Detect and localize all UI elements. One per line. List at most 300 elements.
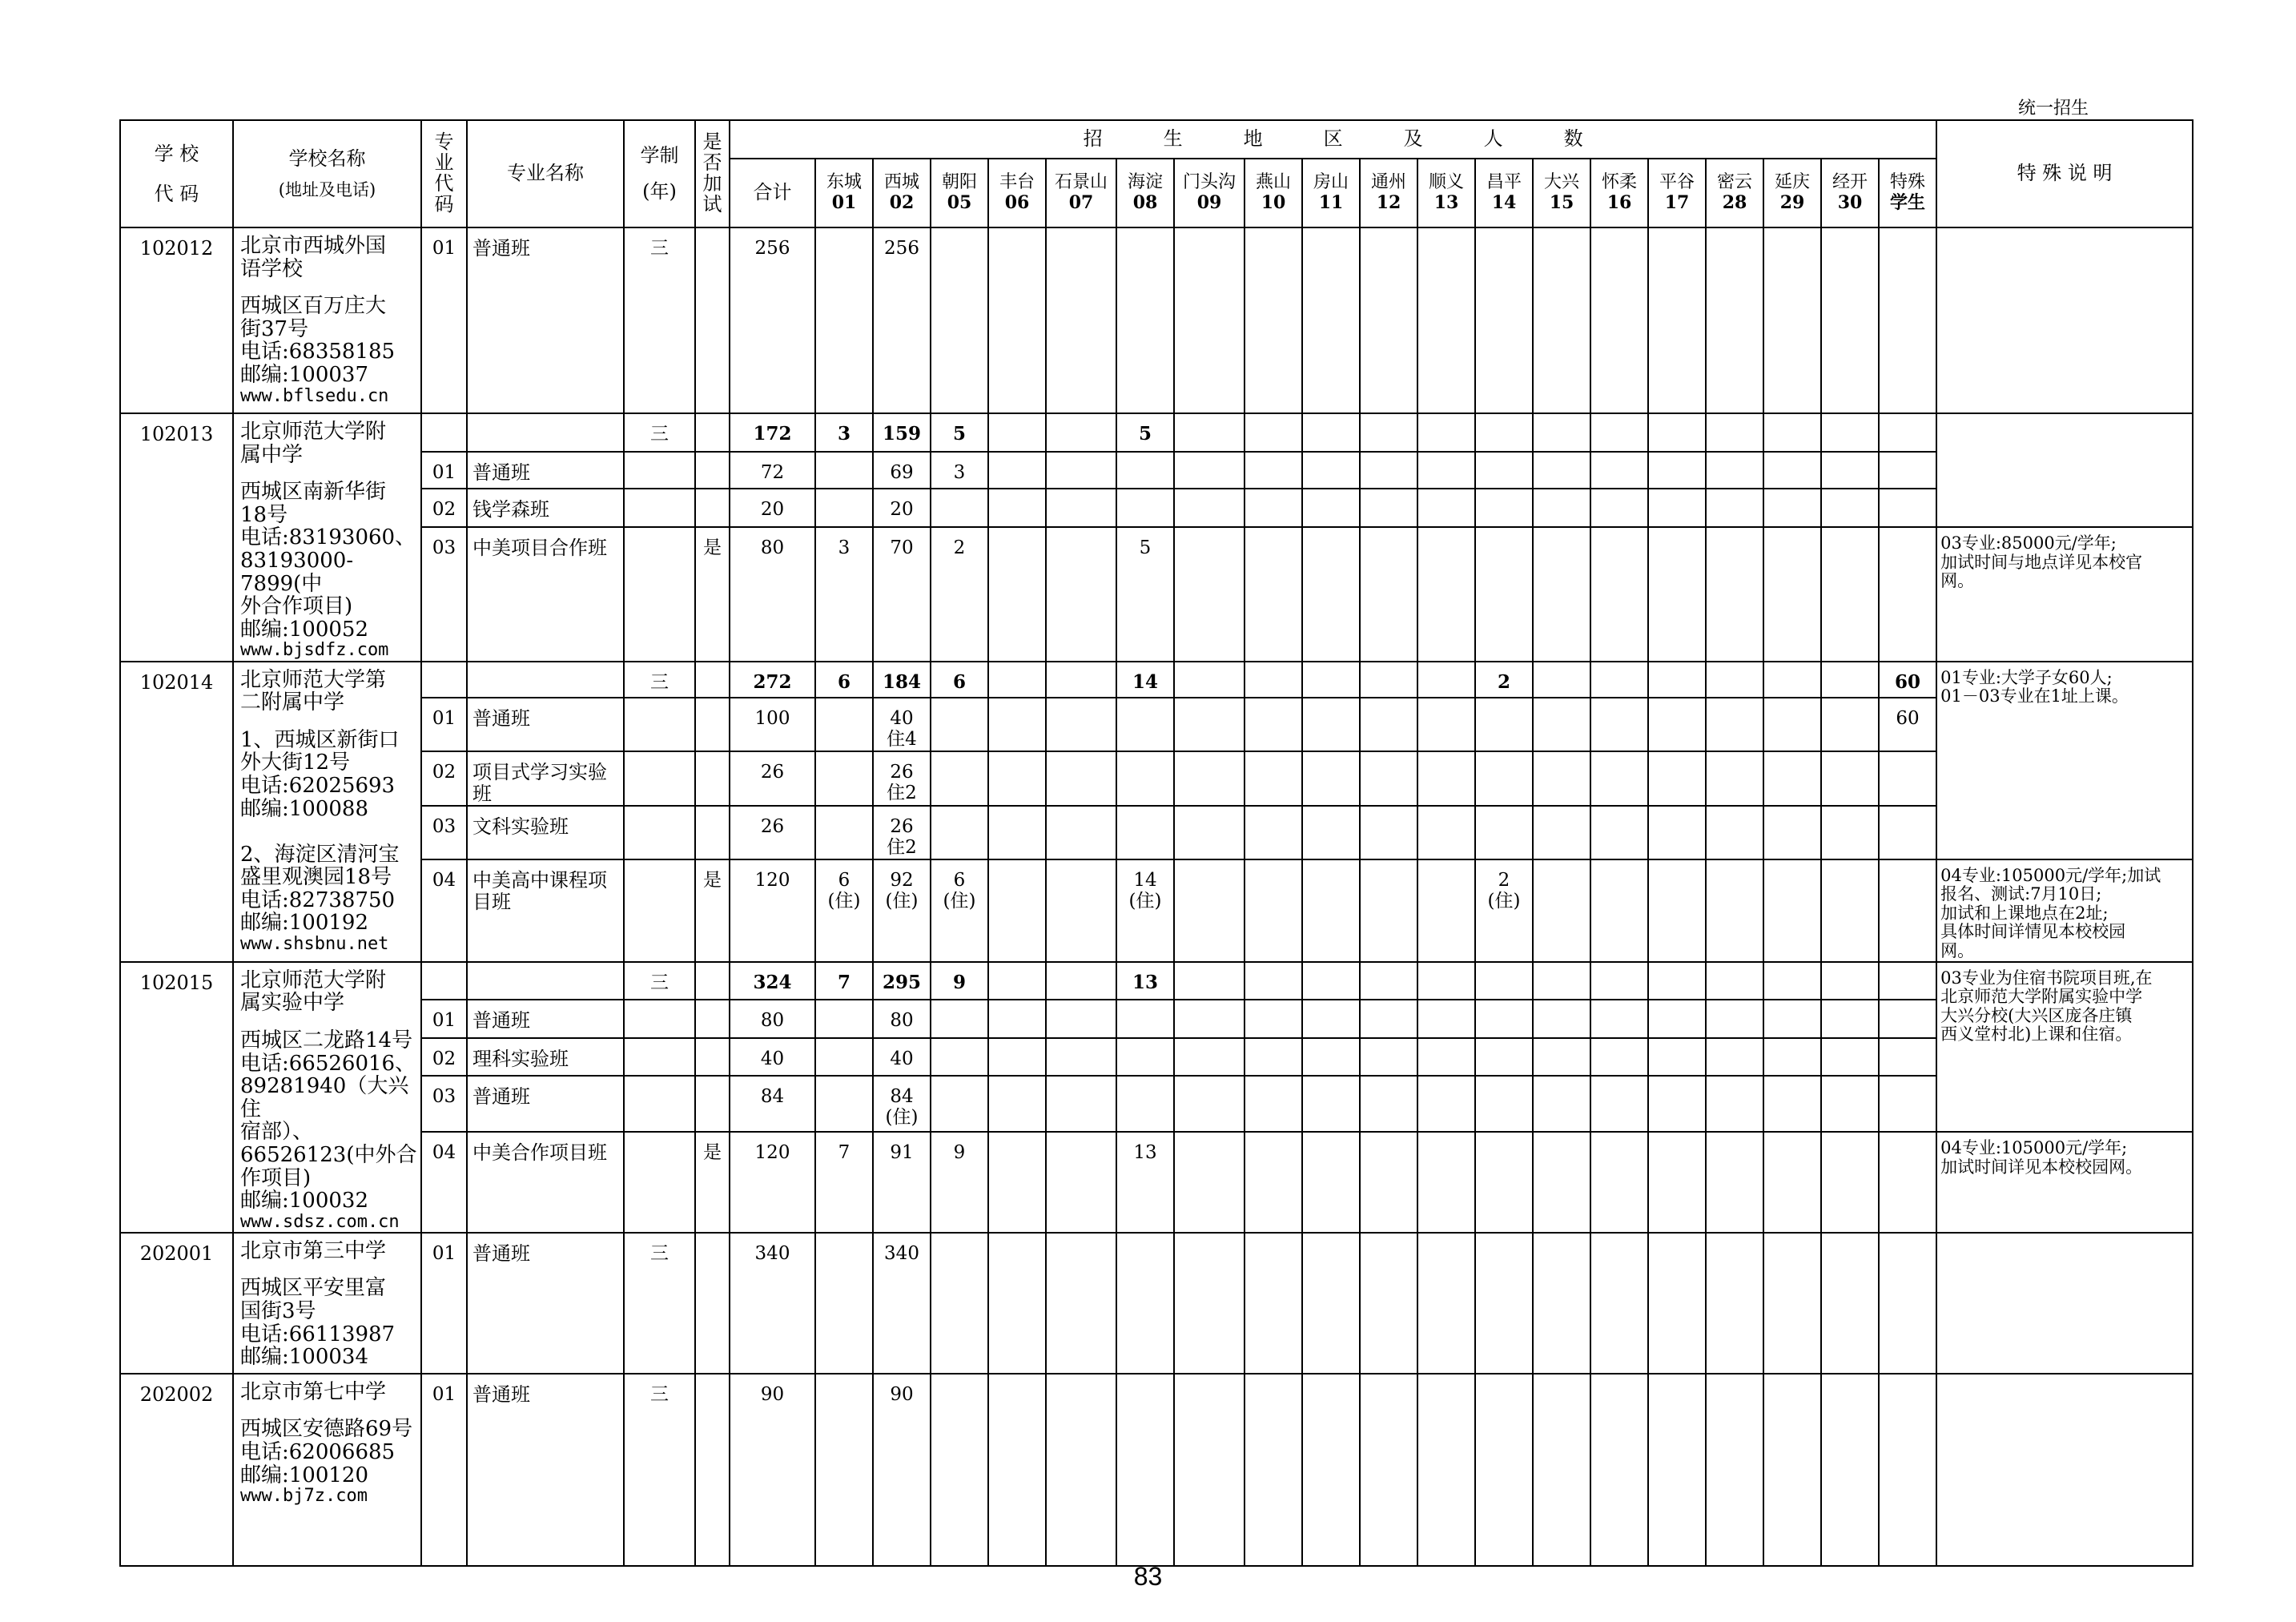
district-count xyxy=(1763,527,1821,661)
district-count xyxy=(1533,452,1590,489)
district-count: 60 xyxy=(1879,662,1936,698)
district-count xyxy=(1821,859,1879,962)
district-count: 5 xyxy=(931,413,988,452)
total-count: 256 xyxy=(730,227,815,413)
district-count xyxy=(1648,1233,1706,1374)
district-count xyxy=(1360,1038,1417,1077)
district-count xyxy=(931,1233,988,1374)
table-row xyxy=(120,806,2193,859)
district-count xyxy=(1046,662,1116,698)
district-count xyxy=(1174,1076,1245,1132)
district-count xyxy=(1302,806,1360,859)
district-count xyxy=(1302,1000,1360,1038)
district-count xyxy=(1533,1233,1590,1374)
district-count xyxy=(1116,227,1174,413)
district-count xyxy=(1417,1076,1475,1132)
header-district xyxy=(1590,159,1648,227)
district-code: 14 xyxy=(1491,192,1517,213)
district-count xyxy=(988,227,1046,413)
table-row xyxy=(120,698,2193,751)
district-count xyxy=(1648,1076,1706,1132)
major-code: 03 xyxy=(421,1076,467,1132)
header-district xyxy=(931,159,988,227)
district-count xyxy=(1046,1038,1116,1077)
district-count xyxy=(1245,859,1302,962)
major-name: 项目式学习实验 班 xyxy=(467,751,624,806)
district-count xyxy=(1763,1000,1821,1038)
district-count xyxy=(1821,962,1879,1000)
district-count xyxy=(988,1233,1046,1374)
district-count xyxy=(988,806,1046,859)
district-count xyxy=(1302,489,1360,527)
district-count: 7 xyxy=(815,962,873,1000)
district-count xyxy=(1763,489,1821,527)
extra-exam xyxy=(695,806,730,859)
district-count xyxy=(1590,859,1648,962)
district-count xyxy=(1706,1132,1763,1233)
district-count xyxy=(988,962,1046,1000)
district-count xyxy=(1821,1038,1879,1077)
district-count xyxy=(1706,859,1763,962)
district-count xyxy=(1417,962,1475,1000)
duration: 三 xyxy=(624,413,695,452)
district-count: 92 (住) xyxy=(873,859,931,962)
district-count xyxy=(1174,1000,1245,1038)
region-title-char: 生 xyxy=(1163,127,1183,151)
district-count xyxy=(1245,1233,1302,1374)
header-district xyxy=(988,159,1046,227)
region-title-char: 及 xyxy=(1403,127,1423,151)
district-count xyxy=(1116,1233,1174,1374)
header-school-code: 学 校 代 码 xyxy=(120,120,233,227)
district-name: 昌平 xyxy=(1486,172,1522,193)
district-count xyxy=(1302,452,1360,489)
district-count xyxy=(1475,698,1533,751)
district-count: 6 xyxy=(931,662,988,698)
district-count xyxy=(988,489,1046,527)
header-district xyxy=(1648,159,1706,227)
district-count xyxy=(1302,413,1360,452)
district-name: 怀柔 xyxy=(1601,172,1637,193)
total-count: 272 xyxy=(730,662,815,698)
district-count xyxy=(1648,962,1706,1000)
district-count: 60 xyxy=(1879,698,1936,751)
district-count xyxy=(1046,1374,1116,1566)
district-count xyxy=(988,1000,1046,1038)
district-name: 丰台 xyxy=(999,172,1035,193)
header-district xyxy=(1174,159,1245,227)
school-address: 1、西城区新街口 外大街12号 电话:62025693 邮编:100088 2、海淀区清河宝 盛里观澳园18号 电话:82738750 邮编:100192 xyxy=(240,727,400,936)
district-count xyxy=(1046,962,1116,1000)
district-count xyxy=(1417,751,1475,806)
district-count xyxy=(1763,227,1821,413)
extra-exam xyxy=(695,962,730,1000)
district-count xyxy=(1360,806,1417,859)
extra-exam xyxy=(695,227,730,413)
district-count xyxy=(1533,1000,1590,1038)
district-count xyxy=(1648,527,1706,661)
district-code: 01 xyxy=(831,192,857,213)
district-count xyxy=(1763,1076,1821,1132)
duration: 三 xyxy=(624,227,695,413)
special-note: 03专业为住宿书院项目班,在 北京师范大学附属实验中学 大兴分校(大兴区庞各庄镇 西义堂村北)上课和住宿。 xyxy=(1936,962,2193,1132)
table-row xyxy=(120,751,2193,806)
school-info xyxy=(233,662,421,962)
district-count xyxy=(1706,751,1763,806)
table-row xyxy=(120,1000,2193,1038)
total-count: 80 xyxy=(730,527,815,661)
district-name: 顺义 xyxy=(1428,172,1464,193)
district-count xyxy=(1879,962,1936,1000)
district-count xyxy=(815,751,873,806)
district-count xyxy=(988,413,1046,452)
district-code: 11 xyxy=(1318,192,1344,213)
district-count xyxy=(1533,751,1590,806)
school-name: 北京市第七中学 xyxy=(240,1379,387,1404)
district-count xyxy=(1475,1132,1533,1233)
district-count xyxy=(1174,751,1245,806)
special-note: 04专业:105000元/学年;加试 报名、测试:7月10日; 加试和上课地点在2址; 具体时间详情见本校校园 网。 xyxy=(1936,859,2193,962)
district-count xyxy=(931,489,988,527)
major-code: 01 xyxy=(421,452,467,489)
major-name xyxy=(467,962,624,1000)
special-note xyxy=(1936,1233,2193,1374)
school-address: 西城区平安里富 国街3号 电话:66113987 邮编:100034 xyxy=(240,1276,396,1370)
district-count: 5 xyxy=(1116,527,1174,661)
header-district xyxy=(1245,159,1302,227)
district-count: 69 xyxy=(873,452,931,489)
category-label: 统一招生 xyxy=(2018,99,2089,119)
table-row xyxy=(120,1076,2193,1132)
district-name: 西城 xyxy=(883,172,919,193)
header-district xyxy=(1821,159,1879,227)
district-count xyxy=(1648,806,1706,859)
district-name: 燕山 xyxy=(1255,172,1291,193)
extra-exam: 是 xyxy=(695,859,730,962)
district-count xyxy=(1879,1374,1936,1566)
major-code: 04 xyxy=(421,1132,467,1233)
district-count xyxy=(1648,489,1706,527)
district-count xyxy=(1821,227,1879,413)
header-major-name: 专业名称 xyxy=(467,120,624,227)
special-note: 04专业:105000元/学年; 加试时间详见本校校园网。 xyxy=(1936,1132,2193,1233)
district-count xyxy=(1302,751,1360,806)
major-name: 中美高中课程项 目班 xyxy=(467,859,624,962)
district-count xyxy=(1821,489,1879,527)
district-count xyxy=(1590,1132,1648,1233)
district-count xyxy=(1533,489,1590,527)
district-count: 2 (住) xyxy=(1475,859,1533,962)
district-count xyxy=(1174,698,1245,751)
district-count xyxy=(1879,1076,1936,1132)
district-count xyxy=(1763,662,1821,698)
district-count xyxy=(815,1233,873,1374)
district-count xyxy=(1879,489,1936,527)
district-count xyxy=(1417,1000,1475,1038)
district-count xyxy=(1245,527,1302,661)
district-name: 经开 xyxy=(1832,172,1868,193)
district-count xyxy=(1417,227,1475,413)
district-count xyxy=(1648,751,1706,806)
district-count xyxy=(931,1374,988,1566)
extra-exam xyxy=(695,1000,730,1038)
district-count xyxy=(1245,413,1302,452)
district-count xyxy=(1879,806,1936,859)
district-count xyxy=(1879,751,1936,806)
district-count xyxy=(1046,751,1116,806)
school-info xyxy=(233,413,421,662)
header-district xyxy=(1302,159,1360,227)
district-count xyxy=(1590,751,1648,806)
district-count xyxy=(988,698,1046,751)
region-title-char: 地 xyxy=(1243,127,1263,151)
major-name: 普通班 xyxy=(467,1076,624,1132)
district-name: 平谷 xyxy=(1659,172,1695,193)
duration xyxy=(624,806,695,859)
district-count xyxy=(1763,962,1821,1000)
district-count xyxy=(1821,1132,1879,1233)
school-code: 102013 xyxy=(120,413,233,662)
duration xyxy=(624,698,695,751)
district-name: 石景山 xyxy=(1054,172,1108,193)
duration xyxy=(624,527,695,661)
special-note xyxy=(1936,1374,2193,1566)
extra-exam xyxy=(695,413,730,452)
school-code: 102015 xyxy=(120,962,233,1233)
table-row xyxy=(120,962,2193,1000)
district-code: 29 xyxy=(1779,192,1805,213)
major-code xyxy=(421,962,467,1000)
district-count xyxy=(1475,227,1533,413)
district-count xyxy=(931,1076,988,1132)
school-code: 202001 xyxy=(120,1233,233,1374)
district-code: 05 xyxy=(947,192,972,213)
major-name: 中美合作项目班 xyxy=(467,1132,624,1233)
table-row xyxy=(120,452,2193,489)
district-count xyxy=(1648,227,1706,413)
district-count: 90 xyxy=(873,1374,931,1566)
district-count: 5 xyxy=(1116,413,1174,452)
district-code: 12 xyxy=(1376,192,1401,213)
district-count: 9 xyxy=(931,962,988,1000)
district-count xyxy=(1821,662,1879,698)
major-code: 02 xyxy=(421,1038,467,1077)
school-website: www.shsbnu.net xyxy=(240,934,389,955)
header-notes: 特 殊 说 明 xyxy=(1936,120,2193,227)
district-count xyxy=(1533,1076,1590,1132)
district-code: 02 xyxy=(889,192,915,213)
major-name xyxy=(467,662,624,698)
district-count: 9 xyxy=(931,1132,988,1233)
special-note xyxy=(1936,227,2193,413)
header-district xyxy=(1879,159,1936,227)
district-count: 13 xyxy=(1116,962,1174,1000)
major-code: 01 xyxy=(421,1000,467,1038)
district-count xyxy=(1116,489,1174,527)
district-count xyxy=(1763,1038,1821,1077)
district-count: 80 xyxy=(873,1000,931,1038)
district-count xyxy=(1360,413,1417,452)
total-count: 72 xyxy=(730,452,815,489)
district-count xyxy=(1116,751,1174,806)
district-count xyxy=(1417,452,1475,489)
school-address: 西城区南新华街 18号 电话:83193060、 83193000-7899(中 外合作项目) 邮编:100052 xyxy=(240,480,416,642)
district-count xyxy=(1360,751,1417,806)
district-count xyxy=(1360,227,1417,413)
district-count xyxy=(1174,1038,1245,1077)
district-count xyxy=(1302,962,1360,1000)
district-count xyxy=(1821,751,1879,806)
district-count xyxy=(1302,1076,1360,1132)
total-count: 172 xyxy=(730,413,815,452)
district-count: 2 xyxy=(931,527,988,661)
district-name: 门头沟 xyxy=(1182,172,1236,193)
district-count xyxy=(1417,859,1475,962)
major-code: 01 xyxy=(421,1374,467,1566)
total-count: 120 xyxy=(730,859,815,962)
district-name: 延庆 xyxy=(1774,172,1810,193)
district-count xyxy=(1245,227,1302,413)
district-count xyxy=(1116,698,1174,751)
district-count xyxy=(1174,662,1245,698)
district-count xyxy=(1706,413,1763,452)
district-count xyxy=(1879,452,1936,489)
district-count xyxy=(1590,1076,1648,1132)
district-count: 6 xyxy=(815,662,873,698)
district-count xyxy=(1533,1038,1590,1077)
district-count xyxy=(988,859,1046,962)
district-count xyxy=(1706,1374,1763,1566)
district-count xyxy=(1590,662,1648,698)
district-name: 特殊 xyxy=(1890,172,1926,193)
district-count xyxy=(1879,527,1936,661)
district-count xyxy=(1763,698,1821,751)
district-count xyxy=(1360,1374,1417,1566)
district-count xyxy=(931,698,988,751)
major-name: 钱学森班 xyxy=(467,489,624,527)
extra-exam xyxy=(695,698,730,751)
total-count: 324 xyxy=(730,962,815,1000)
extra-exam: 是 xyxy=(695,1132,730,1233)
district-count: 20 xyxy=(873,489,931,527)
district-count xyxy=(1590,527,1648,661)
district-count xyxy=(931,806,988,859)
district-name: 朝阳 xyxy=(941,172,977,193)
table-row xyxy=(120,1374,2193,1566)
header-district xyxy=(1116,159,1174,227)
district-count xyxy=(1046,1000,1116,1038)
district-count xyxy=(1590,489,1648,527)
district-count: 14 (住) xyxy=(1116,859,1174,962)
district-count: 3 xyxy=(931,452,988,489)
major-code: 01 xyxy=(421,227,467,413)
district-count xyxy=(1174,227,1245,413)
page-number: 83 xyxy=(1133,1562,1163,1591)
district-count xyxy=(1475,1233,1533,1374)
table-row xyxy=(120,489,2193,527)
district-count xyxy=(1879,413,1936,452)
header-total: 合计 xyxy=(730,159,815,227)
major-name: 普通班 xyxy=(467,1000,624,1038)
district-count xyxy=(1046,527,1116,661)
header-district xyxy=(1360,159,1417,227)
major-code xyxy=(421,413,467,452)
school-name: 北京市西城外国 语学校 xyxy=(240,234,387,281)
district-code: 13 xyxy=(1433,192,1459,213)
district-count xyxy=(988,1132,1046,1233)
district-count: 84 (住) xyxy=(873,1076,931,1132)
district-count xyxy=(1879,227,1936,413)
district-name: 东城 xyxy=(826,172,862,193)
total-count: 100 xyxy=(730,698,815,751)
major-name xyxy=(467,413,624,452)
district-count xyxy=(1590,227,1648,413)
district-count xyxy=(1763,1233,1821,1374)
duration: 三 xyxy=(624,662,695,698)
school-website: www.sdsz.com.cn xyxy=(240,1211,400,1232)
district-count: 14 xyxy=(1116,662,1174,698)
district-count xyxy=(1821,1374,1879,1566)
table-row xyxy=(120,1132,2193,1233)
district-count xyxy=(1706,1233,1763,1374)
table-body xyxy=(120,227,2193,1566)
district-count xyxy=(1533,859,1590,962)
district-count: 13 xyxy=(1116,1132,1174,1233)
header-district xyxy=(815,159,873,227)
school-address: 西城区百万庄大 街37号 电话:68358185 邮编:100037 xyxy=(240,294,396,387)
district-count xyxy=(1590,1374,1648,1566)
district-count xyxy=(1116,806,1174,859)
school-website: www.bjsdfz.com xyxy=(240,640,389,661)
major-name: 普通班 xyxy=(467,452,624,489)
header-region-title xyxy=(730,120,1936,159)
district-count xyxy=(931,751,988,806)
duration: 三 xyxy=(624,1374,695,1566)
district-count xyxy=(1245,489,1302,527)
district-count xyxy=(1302,1038,1360,1077)
header-duration-sub: (年) xyxy=(642,180,677,203)
district-count xyxy=(988,751,1046,806)
header-duration-main: 学制 xyxy=(640,143,679,167)
district-count xyxy=(1475,806,1533,859)
district-count xyxy=(1360,1000,1417,1038)
table-row xyxy=(120,662,2193,698)
district-count xyxy=(1879,1038,1936,1077)
district-count: 70 xyxy=(873,527,931,661)
district-count xyxy=(1360,962,1417,1000)
extra-exam xyxy=(695,489,730,527)
district-count xyxy=(1174,1233,1245,1374)
header-school-name-main: 学校名称 xyxy=(288,147,366,170)
duration xyxy=(624,859,695,962)
extra-exam xyxy=(695,1076,730,1132)
district-count xyxy=(1417,1132,1475,1233)
district-count xyxy=(1821,1233,1879,1374)
district-count xyxy=(1706,489,1763,527)
district-count xyxy=(1174,1132,1245,1233)
district-code: 06 xyxy=(1004,192,1030,213)
district-count xyxy=(1590,1000,1648,1038)
district-count xyxy=(1648,698,1706,751)
district-count xyxy=(815,227,873,413)
district-count xyxy=(1116,1038,1174,1077)
district-count xyxy=(1821,527,1879,661)
district-count xyxy=(1302,662,1360,698)
district-code: 30 xyxy=(1837,192,1863,213)
district-count: 7 xyxy=(815,1132,873,1233)
district-count: 6 (住) xyxy=(931,859,988,962)
district-count xyxy=(1648,452,1706,489)
